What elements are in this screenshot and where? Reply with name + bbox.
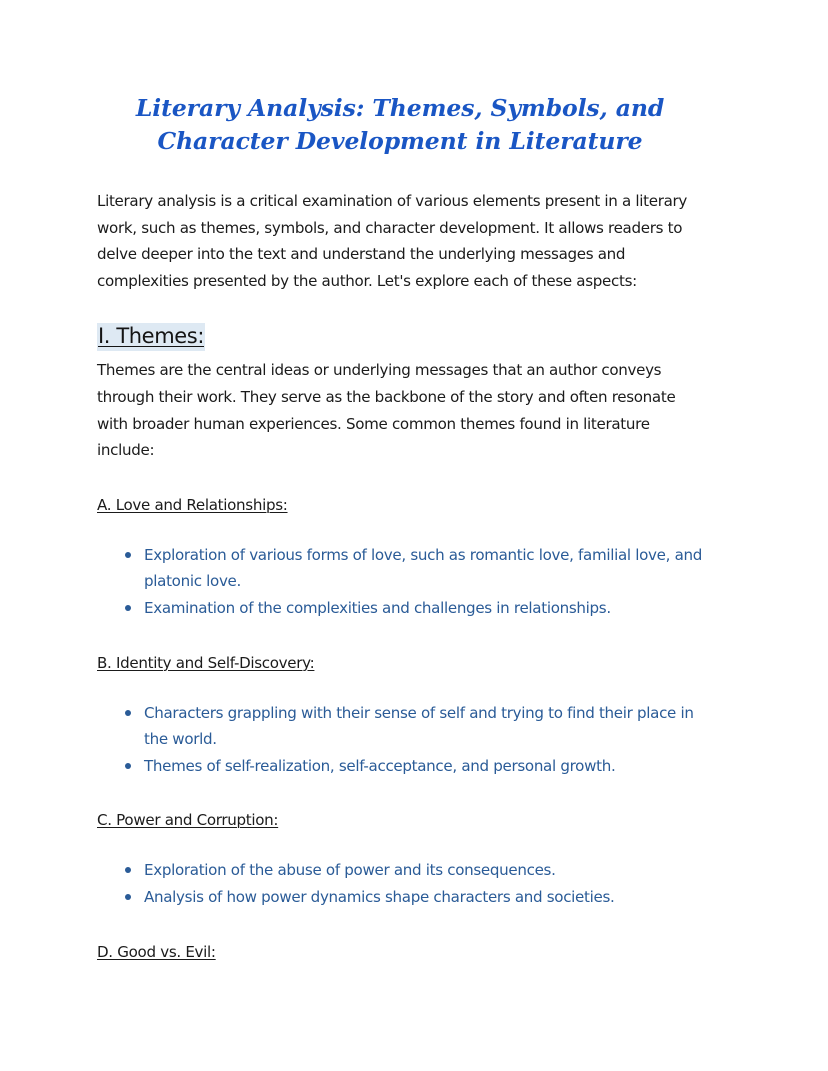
bullet-list-power-and-corruption	[97, 857, 717, 910]
list-item	[97, 700, 717, 753]
section-heading-themes: I. Themes:	[97, 323, 205, 351]
subsection-heading-identity-and-self-discovery: B. Identity and Self-Discovery:	[97, 653, 315, 672]
subsection-heading-a-container	[97, 492, 717, 518]
bullet-dot-icon	[125, 763, 131, 769]
list-item	[97, 857, 717, 884]
list-item-text: Exploration of various forms of love, such as romantic love, familial love, and platonic love.	[144, 545, 703, 591]
bullet-dot-icon	[125, 552, 131, 558]
themes-description-paragraph: Themes are the central ideas or underlying messages that an author conveys through their work. They serve as the backbone of the story and often resonate with broader human experiences. Some common themes found in literature include:	[97, 361, 676, 460]
subsection-heading-c-container	[97, 807, 717, 833]
list-item	[97, 884, 717, 911]
bullet-list-identity-and-self-discovery	[97, 700, 717, 780]
bullet-dot-icon	[125, 867, 131, 873]
list-item-text: Analysis of how power dynamics shape characters and societies.	[144, 887, 615, 906]
list-item	[97, 595, 717, 622]
subsection-heading-good-vs-evil: D. Good vs. Evil:	[97, 942, 216, 961]
subsection-heading-love-and-relationships: A. Love and Relationships:	[97, 495, 288, 514]
subsection-heading-power-and-corruption: C. Power and Corruption:	[97, 811, 279, 830]
subsection-heading-b-container	[97, 650, 717, 676]
bullet-list-love-and-relationships	[97, 542, 717, 622]
list-item	[97, 542, 717, 595]
list-item-text: Examination of the complexities and challenges in relationships.	[144, 598, 611, 617]
bullet-dot-icon	[125, 605, 131, 611]
list-item-text: Themes of self-realization, self-acceptance, and personal growth.	[144, 756, 616, 775]
intro-paragraph: Literary analysis is a critical examination of various elements present in a literary work, such as themes, symbols, and character development. It allows readers to delve deeper into the text and understand the underlying messages and complexities presented by the author. Let's explore each of these aspects:	[97, 192, 688, 290]
bullet-dot-icon	[125, 894, 131, 900]
subsection-heading-d-container	[97, 939, 717, 965]
list-item-text: Characters grappling with their sense of self and trying to find their place in the world.	[144, 703, 694, 749]
list-item	[97, 753, 717, 780]
document-body	[97, 0, 717, 965]
list-item-text: Exploration of the abuse of power and its consequences.	[144, 861, 556, 880]
bullet-dot-icon	[125, 710, 131, 716]
page-title: Literary Analysis: Themes, Symbols, and Character Development in Literature	[135, 94, 665, 155]
section-heading-themes-container	[97, 321, 717, 351]
